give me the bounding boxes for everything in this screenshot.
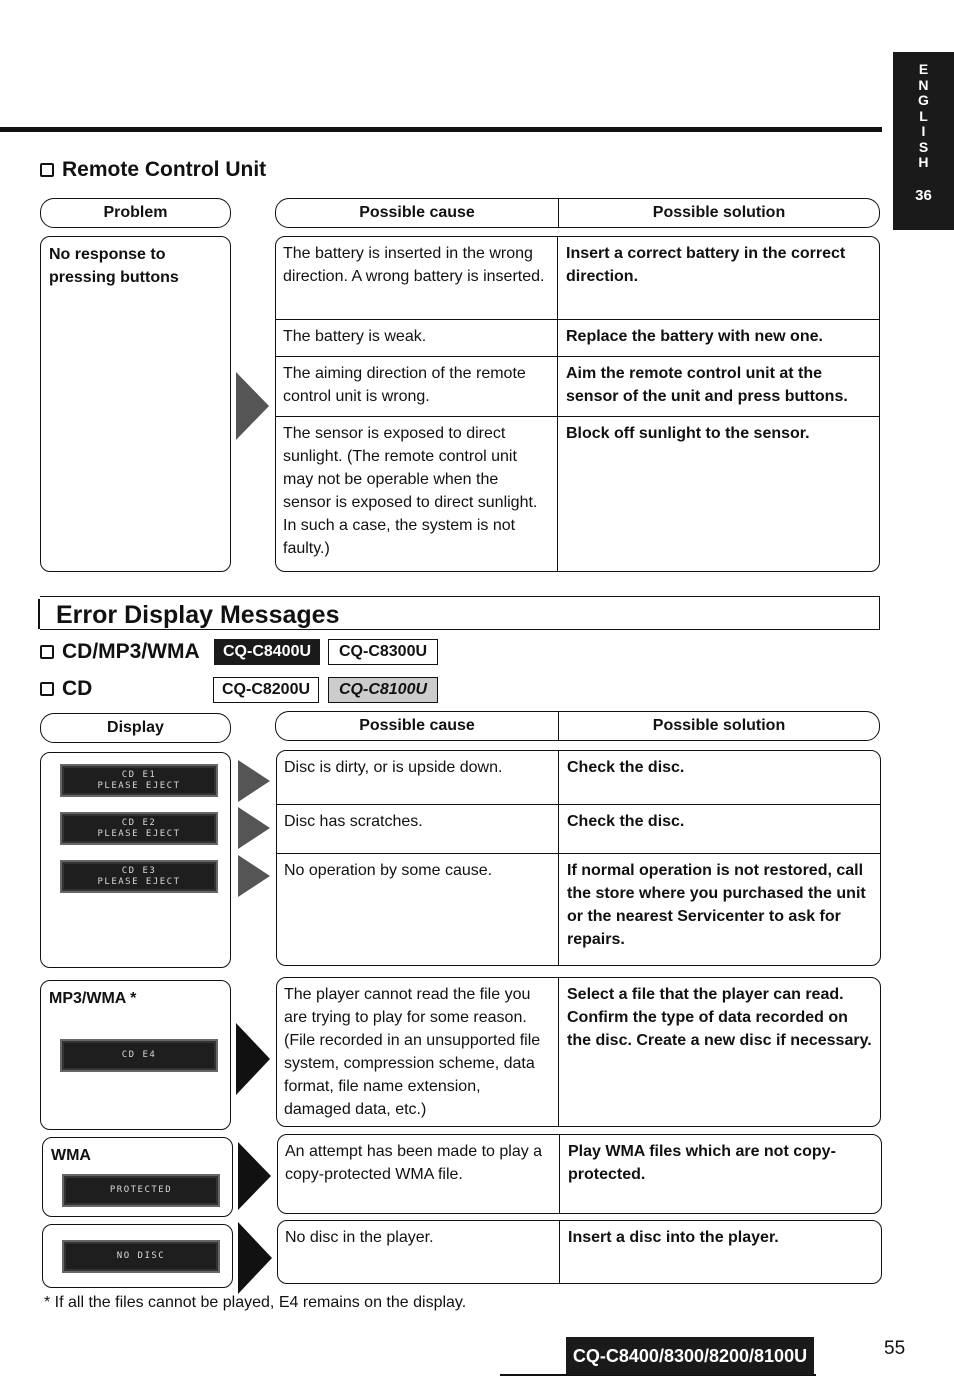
lcd-text: NO DISC <box>116 1251 166 1261</box>
cause-cell: No operation by some cause. <box>277 854 559 965</box>
table-row <box>276 319 879 356</box>
error-table-wma <box>277 1134 882 1214</box>
problem-panel <box>40 236 231 572</box>
tab-page-number: 36 <box>915 186 932 204</box>
model-badge-c8400: CQ-C8400U <box>214 639 320 665</box>
solution-header: Possible solution <box>652 204 786 221</box>
table-row <box>277 804 880 853</box>
table-row <box>276 356 879 416</box>
table-row <box>277 853 880 965</box>
cause-cell: The player cannot read the file you are trying to play for some reason. (File recorded in an unsupported file system, compression scheme, data format, file name extension, damaged data, etc.) <box>277 978 559 1126</box>
cause-header: Possible cause <box>276 199 559 227</box>
arrow-right-icon <box>238 1142 271 1210</box>
error-section-title: Error Display Messages <box>56 601 340 629</box>
model-badge-c8100: CQ-C8100U <box>328 677 438 703</box>
tab-letter: G <box>918 92 929 108</box>
problem-text: No response to pressing buttons <box>49 246 179 286</box>
display-header-label: Display <box>107 719 164 736</box>
tab-letter: S <box>918 138 929 155</box>
cause-cell: The aiming direction of the remote control unit is wrong. <box>276 357 558 416</box>
arrow-right-icon <box>236 372 269 440</box>
arrow-right-icon <box>238 855 270 897</box>
lcd-text: PLEASE EJECT <box>97 876 181 887</box>
lcd-text: PLEASE EJECT <box>97 780 181 791</box>
lcd-text: CD E1 <box>121 769 157 780</box>
cause-cell: An attempt has been made to play a copy-protected WMA file. <box>278 1135 560 1213</box>
cause-cell: Disc has scratches. <box>277 805 559 853</box>
lcd-text: CD E2 <box>121 817 157 828</box>
cause-cell: Disc is dirty, or is upside down. <box>277 751 559 804</box>
tab-letter: N <box>918 76 929 93</box>
problem-header <box>40 198 231 228</box>
solution-cell: Block off sunlight to the sensor. <box>566 425 810 442</box>
lcd-display-protected <box>62 1174 220 1207</box>
error-table-cd <box>276 750 881 966</box>
display-panel-e1-e3 <box>40 752 231 968</box>
model-badge-c8300: CQ-C8300U <box>328 639 438 665</box>
lcd-display-e3 <box>60 860 218 893</box>
lcd-text: PROTECTED <box>109 1185 173 1195</box>
mp3-wma-label: MP3/WMA * <box>49 990 137 1007</box>
solution-cell: Replace the battery with new one. <box>566 328 823 345</box>
table-row <box>277 751 880 804</box>
remote-section-title <box>40 158 266 182</box>
display-panel-wma <box>42 1137 233 1217</box>
table-row <box>277 978 880 1126</box>
lcd-text: PLEASE EJECT <box>97 828 181 839</box>
page-number: 55 <box>884 1338 906 1359</box>
solution-cell: Check the disc. <box>567 813 685 830</box>
lcd-display-e4 <box>60 1039 218 1072</box>
lcd-display-e1 <box>60 764 218 797</box>
solution-cell: If normal operation is not restored, call the store where you purchased the unit or the nearest Servicenter to ask for repairs. <box>567 862 866 948</box>
wma-label: WMA <box>51 1147 91 1164</box>
display-header <box>40 713 231 743</box>
lcd-display-no-disc <box>62 1240 220 1273</box>
table-row <box>278 1221 881 1283</box>
cd-heading <box>40 677 92 701</box>
lcd-display-e2 <box>60 812 218 845</box>
display-panel-no-disc <box>42 1224 233 1288</box>
solution-cell: Insert a correct battery in the correct direction. <box>566 245 846 285</box>
cd-mp3-wma-heading <box>40 640 200 664</box>
error-table-no-disc <box>277 1220 882 1284</box>
top-rule <box>0 127 882 132</box>
solution-header: Possible solution <box>652 717 786 734</box>
table-row <box>276 416 879 571</box>
tab-letter: E <box>918 61 929 77</box>
footer-model-badge: CQ-C8400/8300/8200/8100U <box>566 1337 814 1375</box>
table-row <box>278 1135 881 1213</box>
tab-letter: H <box>918 154 929 170</box>
tab-letter: I <box>921 123 926 139</box>
checkbox-square-icon <box>40 163 54 177</box>
cause-cell: The sensor is exposed to direct sunlight. (The remote control unit may not be operable when the sensor is exposed to direct sunlight. In such a case, the system is not faulty.) <box>276 417 558 571</box>
display-panel-mp3-wma <box>40 980 231 1130</box>
cd-label: CD <box>62 677 93 700</box>
lcd-text: CD E4 <box>121 1050 157 1060</box>
model-badge-c8200: CQ-C8200U <box>213 677 319 703</box>
cause-cell: No disc in the player. <box>278 1221 560 1283</box>
language-tab <box>893 52 954 230</box>
lcd-text: CD E3 <box>121 865 157 876</box>
cause-header: Possible cause <box>276 712 559 740</box>
cd-mp3-wma-label: CD/MP3/WMA <box>62 640 200 663</box>
arrow-right-icon <box>238 760 270 802</box>
checkbox-square-icon <box>40 682 54 696</box>
cause-cell: The battery is weak. <box>276 320 558 356</box>
remote-title-text: Remote Control Unit <box>62 158 267 181</box>
language-tab-letters <box>918 62 929 171</box>
solution-cell: Check the disc. <box>567 759 685 776</box>
footnote: * If all the files cannot be played, E4 remains on the display. <box>44 1294 467 1311</box>
solution-cell: Aim the remote control unit at the sensor of the unit and press buttons. <box>566 365 848 405</box>
solution-cell: Select a file that the player can read. Confirm the type of data recorded on the disc. Create a new disc if necessary. <box>567 986 872 1049</box>
arrow-right-icon <box>238 1222 272 1294</box>
arrow-right-icon <box>236 1023 270 1095</box>
solution-cell: Play WMA files which are not copy-protected. <box>568 1143 836 1183</box>
table-row <box>276 237 879 319</box>
remote-cause-solution-header <box>275 198 880 228</box>
checkbox-square-icon <box>40 645 54 659</box>
solution-cell: Insert a disc into the player. <box>568 1229 779 1246</box>
error-table-mp3 <box>276 977 881 1127</box>
cause-cell: The battery is inserted in the wrong direction. A wrong battery is inserted. <box>276 237 558 319</box>
tab-letter: L <box>919 107 928 124</box>
problem-header-label: Problem <box>103 204 168 221</box>
error-cause-solution-header <box>275 711 880 741</box>
remote-table <box>275 236 880 572</box>
arrow-right-icon <box>238 807 270 849</box>
